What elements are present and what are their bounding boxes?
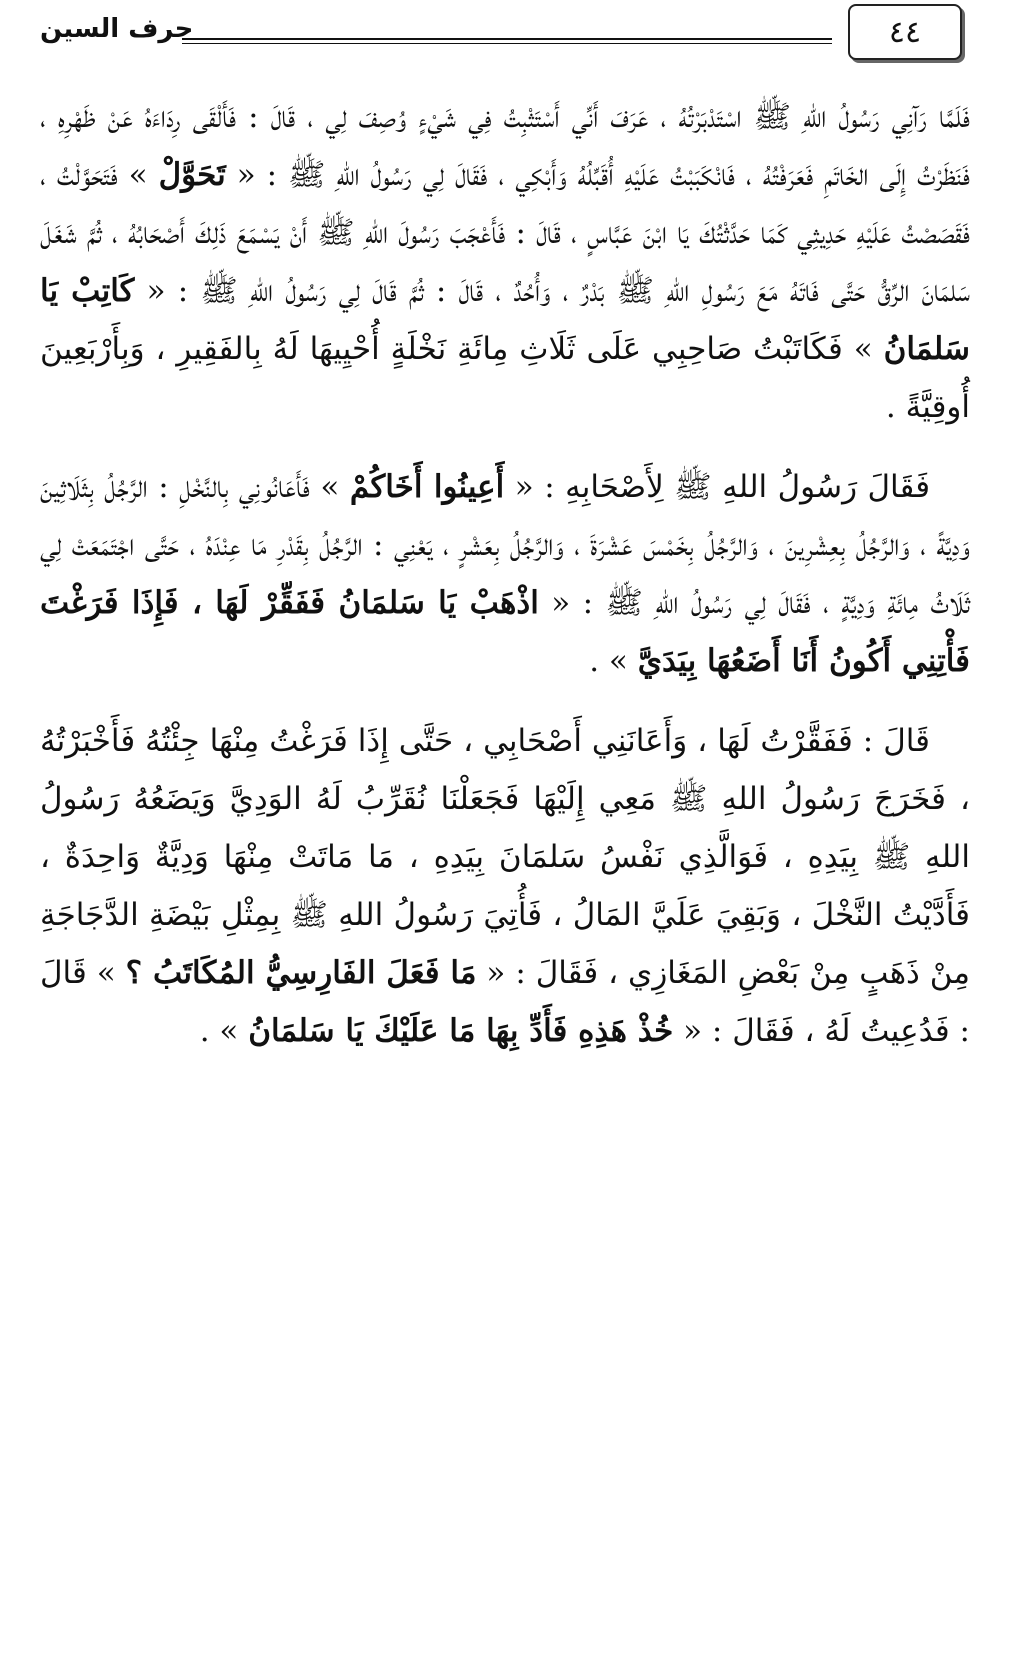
body-text xyxy=(40,88,970,1082)
text-segment: فَقَالَ رَسُولُ اللهِ ﷺ لِأَصْحَابِهِ : « xyxy=(504,469,931,505)
hadith-quote: أَعِينُوا أَخَاكُمْ xyxy=(349,469,505,505)
hadith-quote: تَحَوَّلْ xyxy=(158,157,226,193)
text-segment: فَلَمَّا رَآنِي رَسُولُ اللهِ ﷺ اسْتَدْبَرْتُهُ ، عَرَفَ أَنِّي أَسْتَثْبِتُ فِي شَيْءٍ وُصِفَ لِي ، قَالَ : فَأَلْقَى رِدَاءَهُ عَنْ ظَهْرِهِ ، فَنَظَرْتُ إِلَى الخَاتَمِ فَعَرَفْتُهُ ، فَانْكَبَبْتُ عَلَيْهِ أُقَبِّلُهُ وَأَبْكِي ، فَقَالَ لِي رَسُولُ اللهِ ﷺ : « xyxy=(40,99,970,193)
text-segment: » . xyxy=(589,643,638,679)
section-title: حرف السين xyxy=(40,14,194,44)
paragraph-3 xyxy=(40,712,970,1060)
hadith-quote: خُذْ هَذِهِ فَأَدِّ بِهَا مَا عَلَيْكَ يَا سَلمَانُ xyxy=(248,1013,674,1049)
paragraph-2 xyxy=(40,458,970,690)
header-rule-secondary xyxy=(182,43,832,44)
text-segment: » فَتَحَوَّلْتُ ، فَقَصَصْتُ عَلَيْهِ حَدِيثِي كَمَا حَدَّثْتُكَ يَا ابْنَ عَبَّاسٍ ، قَالَ : فَأَعْجَبَ رَسُولَ اللهِ ﷺ أَنْ يَسْمَعَ ذَلِكَ أَصْحَابُهُ ، ثُمَّ شَغَلَ سَلمَانَ الرِّقُّ حَتَّى فَاتَهُ مَعَ رَسُولِ اللهِ ﷺ بَدْرٌ ، وَأُحُدٌ ، قَالَ : ثُمَّ قَالَ لِي رَسُولُ اللهِ ﷺ : « xyxy=(40,157,971,309)
hadith-quote: مَا فَعَلَ الفَارِسِيُّ المُكَاتَبُ ؟ xyxy=(125,955,477,991)
text-segment: » . xyxy=(199,1013,249,1049)
page-header xyxy=(0,0,1010,62)
hadith-quote: اذْهَبْ يَا سَلمَانُ فَفَقِّرْ لَهَا ، فَإِذَا فَرَغْتَ فَأْتِنِي أَكُونُ أَنَا أَضَعُهَا بِيَدَيَّ xyxy=(40,585,970,679)
text-segment: قَالَ : فَفَقَّرْتُ لَهَا ، وَأَعَانَنِي أَصْحَابِي ، حَتَّى إِذَا فَرَغْتُ مِنْهَا جِئْتُهُ فَأَخْبَرْتُهُ ، فَخَرَجَ رَسُولُ اللهِ ﷺ مَعِي إِلَيْهَا فَجَعَلْنَا نُقَرِّبُ لَهُ الوَدِيَّ وَيَضَعُهُ رَسُولُ اللهِ ﷺ بِيَدِهِ ، فَوَالَّذِي نَفْسُ سَلمَانَ بِيَدِهِ ، مَا مَاتَتْ مِنْهَا وَدِيَّةٌ وَاحِدَةٌ ، فَأَدَّيْتُ النَّخْلَ ، وَبَقِيَ عَلَيَّ المَالُ ، فَأُتِيَ رَسُولُ اللهِ ﷺ بِمِثْلِ بَيْضَةِ الدَّجَاجَةِ مِنْ ذَهَبٍ مِنْ بَعْضِ المَغَازِي ، فَقَالَ : « xyxy=(40,723,970,991)
paragraph-1 xyxy=(40,88,970,436)
text-segment: » فَأَعَانُونِي بِالنَّخْلِ : الرَّجُلُ بِثَلَاثِينَ وَدِيَّةً ، وَالرَّجُلُ بِعِشْرِينَ ، وَالرَّجُلُ بِخَمْسَ عَشْرَةَ ، وَالرَّجُلُ بِعَشْرٍ ، يَعْنِي : الرَّجُلُ بِقَدْرِ مَا عِنْدَهُ ، حَتَّى اجْتَمَعَتْ لِي ثَلَاثُ مِائَةِ وَدِيَّةٍ ، فَقَالَ لِي رَسُولُ اللهِ ﷺ : « xyxy=(40,469,970,621)
text-segment: » قَالَ : فَدُعِيتُ لَهُ ، فَقَالَ : « xyxy=(40,955,970,1049)
hadith-quote: كَاتِبْ يَا سَلمَانُ xyxy=(40,273,970,367)
text-segment: » فَكَاتَبْتُ صَاحِبِي عَلَى ثَلَاثِ مِائَةِ نَخْلَةٍ أُحْيِيهَا لَهُ بِالفَقِيرِ ، وَبِأَرْبَعِينَ أُوقِيَّةً . xyxy=(40,331,970,425)
header-rule xyxy=(182,38,832,40)
page-number: ٤٤ xyxy=(848,4,962,60)
